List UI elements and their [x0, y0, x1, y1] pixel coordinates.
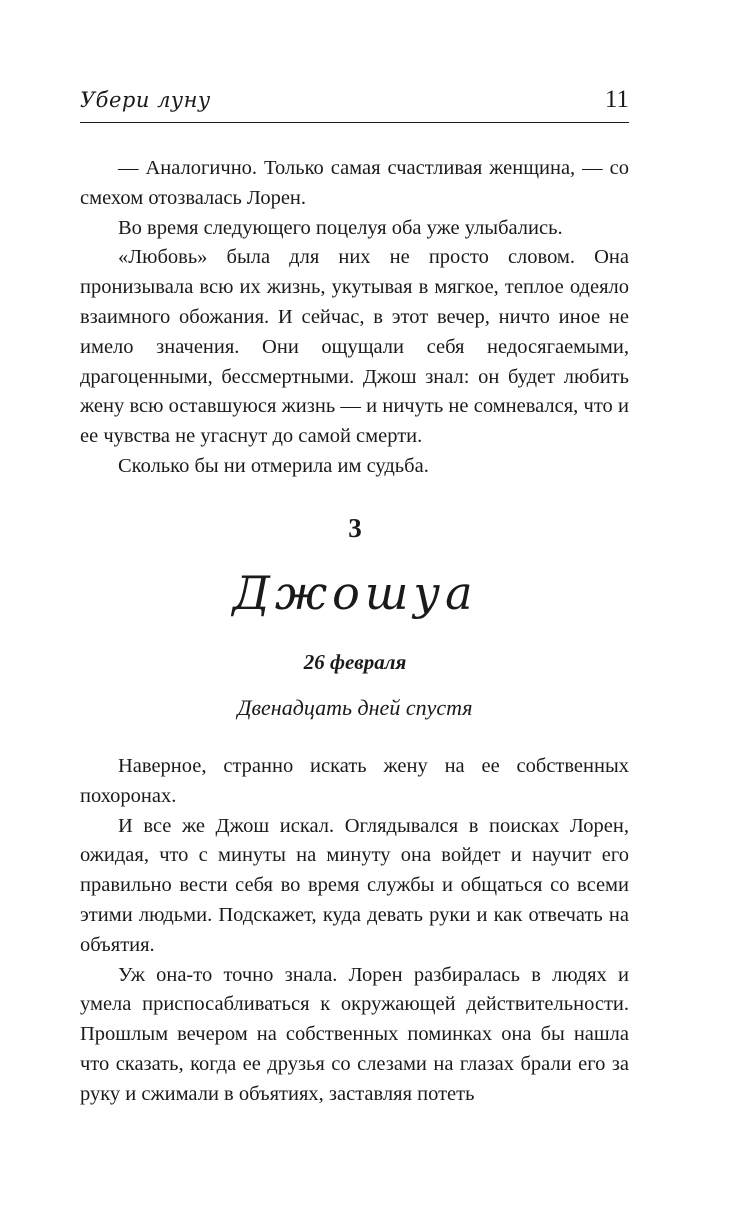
page-number: 11: [604, 86, 629, 113]
chapter-subtitle: Двенадцать дней спустя: [237, 695, 473, 720]
paragraph: «Любовь» была для них не просто словом. Она пронизывала всю их жизнь, укутывая в мягкое, теплое одеяло взаимного обожания. И сейчас, в этот вечер, ничто иное не имело значения. Они ощущали себя недосягаемыми, драгоценными, бессмертными. Джош знал: он будет любить жену всю оставшуюся жизнь — и ничуть не сомневался, что и ее чувства не угаснут до самой смерти.: [80, 246, 629, 448]
running-title: Убери луну: [80, 88, 211, 112]
chapter-date: 26 февраля: [303, 650, 407, 674]
paragraph: Во время следующего поцелуя оба уже улыбались.: [118, 216, 563, 239]
running-header: [80, 86, 629, 123]
chapter-number: 3: [348, 513, 362, 543]
paragraph: — Аналогично. Только самая счастливая женщина, — со смехом отозвалась Лорен.: [80, 157, 629, 209]
text-block-chapter: [80, 752, 629, 1110]
paragraph: Уж она-то точно знала. Лорен разбиралась в людях и умела приспосабливаться к окружающей действительности. Прошлым вечером на собственных поминках она бы нашла что сказать, когда ее друзья со слезами на глазах брали его за руку и сжимали в объятиях, заставляя потеть: [80, 963, 629, 1105]
paragraph: Сколько бы ни отмерила им судьба.: [118, 454, 429, 477]
paragraph: И все же Джош искал. Оглядывался в поисках Лорен, ожидая, что с минуты на минуту она войдет и научит его правильно вести себя во время службы и общаться со всеми этими людьми. Подскажет, куда девать руки и как отвечать на объятия.: [80, 814, 629, 956]
chapter-title: Джошуа: [232, 566, 478, 620]
text-block-top: [80, 154, 629, 482]
paragraph: Наверное, странно искать жену на ее собственных похоронах.: [80, 755, 629, 807]
